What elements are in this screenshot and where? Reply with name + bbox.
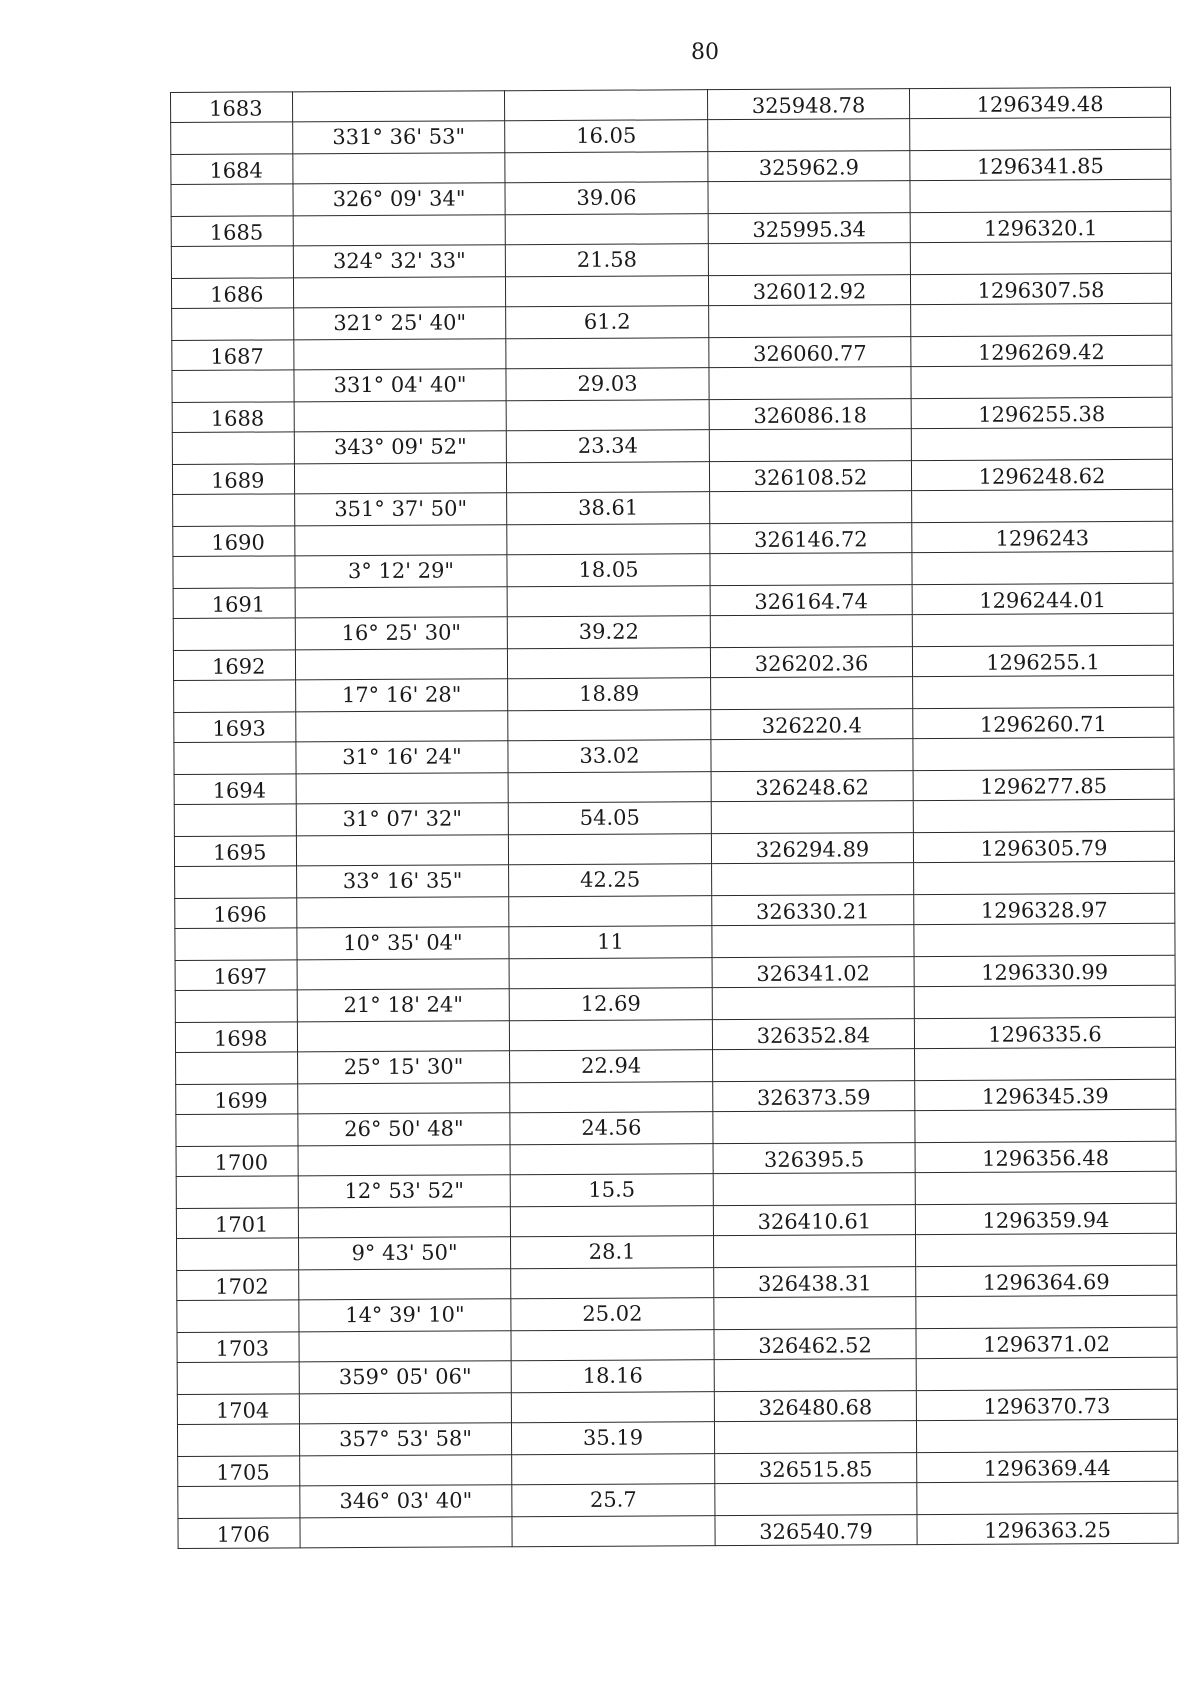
distance-cell: 25.7 bbox=[512, 1484, 715, 1517]
x-coordinate-cell: 326515.85 bbox=[715, 1453, 917, 1484]
bearing-cell bbox=[293, 277, 505, 308]
x-coordinate-cell: 326294.89 bbox=[711, 833, 913, 864]
distance-cell: 24.56 bbox=[510, 1112, 713, 1145]
point-number-cell bbox=[174, 680, 296, 713]
bearing-cell: 351° 37' 50" bbox=[295, 493, 507, 526]
y-coordinate-cell: 1296335.6 bbox=[914, 1017, 1175, 1048]
distance-cell bbox=[505, 152, 708, 183]
bearing-row bbox=[171, 241, 1171, 278]
point-row bbox=[172, 397, 1172, 432]
bearing-cell bbox=[295, 525, 507, 556]
y-coordinate-cell bbox=[915, 1047, 1176, 1080]
distance-cell bbox=[512, 1454, 715, 1485]
point-number-cell bbox=[171, 246, 293, 279]
distance-cell bbox=[505, 276, 708, 307]
distance-cell bbox=[512, 1516, 715, 1547]
x-coordinate-cell bbox=[712, 925, 914, 958]
y-coordinate-cell bbox=[910, 117, 1171, 150]
point-number-cell bbox=[174, 742, 296, 775]
bearing-row bbox=[178, 1481, 1178, 1518]
bearing-cell: 324° 32' 33" bbox=[293, 245, 505, 278]
bearing-cell: 33° 16' 35" bbox=[297, 865, 509, 898]
distance-cell: 39.06 bbox=[505, 182, 708, 215]
y-coordinate-cell bbox=[910, 179, 1171, 212]
x-coordinate-cell bbox=[709, 305, 911, 338]
point-number-cell: 1688 bbox=[172, 402, 294, 433]
distance-cell: 15.5 bbox=[510, 1174, 713, 1207]
bearing-cell: 3° 12' 29" bbox=[295, 555, 507, 588]
x-coordinate-cell: 326540.79 bbox=[715, 1515, 917, 1546]
y-coordinate-cell: 1296255.1 bbox=[912, 645, 1173, 676]
bearing-cell bbox=[295, 587, 507, 618]
point-row bbox=[177, 1265, 1177, 1300]
bearing-cell: 10° 35' 04" bbox=[297, 927, 509, 960]
y-coordinate-cell: 1296277.85 bbox=[913, 769, 1174, 800]
x-coordinate-cell: 326395.5 bbox=[713, 1143, 915, 1174]
bearing-cell: 346° 03' 40" bbox=[300, 1485, 512, 1518]
x-coordinate-cell bbox=[708, 119, 910, 152]
x-coordinate-cell bbox=[715, 1483, 917, 1516]
distance-cell bbox=[511, 1330, 714, 1361]
point-number-cell: 1701 bbox=[176, 1208, 298, 1239]
bearing-row bbox=[171, 179, 1171, 216]
y-coordinate-cell bbox=[916, 1357, 1177, 1390]
x-coordinate-cell bbox=[708, 243, 910, 276]
bearing-cell bbox=[297, 897, 509, 928]
y-coordinate-cell bbox=[911, 303, 1172, 336]
y-coordinate-cell: 1296345.39 bbox=[915, 1079, 1176, 1110]
point-number-cell: 1702 bbox=[177, 1270, 299, 1301]
point-number-cell bbox=[175, 990, 297, 1023]
x-coordinate-cell: 326248.62 bbox=[711, 771, 913, 802]
point-number-cell bbox=[173, 494, 295, 527]
bearing-cell: 359° 05' 06" bbox=[299, 1361, 511, 1394]
point-number-cell: 1684 bbox=[171, 154, 293, 185]
x-coordinate-cell bbox=[711, 677, 913, 710]
bearing-row bbox=[175, 923, 1175, 960]
point-number-cell bbox=[172, 432, 294, 465]
distance-cell: 23.34 bbox=[506, 430, 709, 463]
y-coordinate-cell bbox=[914, 861, 1175, 894]
distance-cell bbox=[509, 896, 712, 927]
point-number-cell: 1699 bbox=[176, 1084, 298, 1115]
bearing-cell bbox=[296, 711, 508, 742]
x-coordinate-cell: 326352.84 bbox=[712, 1019, 914, 1050]
bearing-row bbox=[174, 737, 1174, 774]
bearing-row bbox=[174, 799, 1174, 836]
point-row bbox=[178, 1451, 1178, 1486]
bearing-row bbox=[177, 1419, 1177, 1456]
distance-cell bbox=[507, 648, 710, 679]
distance-cell bbox=[506, 462, 709, 493]
point-number-cell: 1705 bbox=[178, 1456, 300, 1487]
y-coordinate-cell: 1296269.42 bbox=[911, 335, 1172, 366]
bearing-cell: 21° 18' 24" bbox=[297, 989, 509, 1022]
y-coordinate-cell bbox=[916, 1295, 1177, 1328]
y-coordinate-cell: 1296363.25 bbox=[917, 1513, 1178, 1544]
y-coordinate-cell: 1296370.73 bbox=[916, 1389, 1177, 1420]
point-number-cell bbox=[172, 308, 294, 341]
x-coordinate-cell: 325962.9 bbox=[708, 151, 910, 182]
bearing-row bbox=[172, 365, 1172, 402]
distance-cell: 39.22 bbox=[507, 616, 710, 649]
y-coordinate-cell bbox=[912, 551, 1173, 584]
y-coordinate-cell: 1296243 bbox=[912, 521, 1173, 552]
x-coordinate-cell: 326373.59 bbox=[713, 1081, 915, 1112]
y-coordinate-cell bbox=[914, 985, 1175, 1018]
bearing-cell bbox=[299, 1331, 511, 1362]
point-number-cell: 1703 bbox=[177, 1332, 299, 1363]
point-row bbox=[171, 149, 1171, 184]
x-coordinate-cell bbox=[714, 1297, 916, 1330]
y-coordinate-cell: 1296305.79 bbox=[913, 831, 1174, 862]
point-number-cell bbox=[175, 866, 297, 899]
x-coordinate-cell bbox=[709, 367, 911, 400]
y-coordinate-cell bbox=[911, 427, 1172, 460]
distance-cell: 18.89 bbox=[508, 678, 711, 711]
bearing-cell bbox=[294, 339, 506, 370]
bearing-cell bbox=[300, 1455, 512, 1486]
point-number-cell: 1683 bbox=[171, 92, 293, 123]
point-number-cell bbox=[177, 1300, 299, 1333]
x-coordinate-cell: 326410.61 bbox=[713, 1205, 915, 1236]
point-number-cell bbox=[176, 1176, 298, 1209]
y-coordinate-cell: 1296255.38 bbox=[911, 397, 1172, 428]
x-coordinate-cell: 326012.92 bbox=[708, 275, 910, 306]
distance-cell: 21.58 bbox=[505, 244, 708, 277]
bearing-row bbox=[177, 1233, 1177, 1270]
point-number-cell: 1691 bbox=[173, 588, 295, 619]
point-row bbox=[171, 211, 1171, 246]
point-number-cell bbox=[174, 804, 296, 837]
bearing-cell bbox=[293, 153, 505, 184]
y-coordinate-cell bbox=[913, 799, 1174, 832]
x-coordinate-cell bbox=[713, 1235, 915, 1268]
point-number-cell: 1685 bbox=[171, 216, 293, 247]
point-number-cell: 1687 bbox=[172, 340, 294, 371]
bearing-row bbox=[172, 303, 1172, 340]
point-row bbox=[174, 769, 1174, 804]
point-row bbox=[176, 1141, 1176, 1176]
distance-cell: 16.05 bbox=[505, 120, 708, 153]
bearing-cell: 31° 16' 24" bbox=[296, 741, 508, 774]
x-coordinate-cell bbox=[708, 181, 910, 214]
point-row bbox=[177, 1389, 1177, 1424]
bearing-cell bbox=[293, 215, 505, 246]
bearing-row bbox=[176, 1109, 1176, 1146]
bearing-cell: 26° 50' 48" bbox=[298, 1113, 510, 1146]
distance-cell bbox=[511, 1268, 714, 1299]
y-coordinate-cell: 1296359.94 bbox=[915, 1203, 1176, 1234]
point-row bbox=[174, 831, 1174, 866]
point-number-cell: 1700 bbox=[176, 1146, 298, 1177]
bearing-row bbox=[173, 489, 1173, 526]
y-coordinate-cell bbox=[913, 675, 1174, 708]
bearing-cell: 331° 36' 53" bbox=[293, 121, 505, 154]
point-number-cell: 1694 bbox=[174, 774, 296, 805]
y-coordinate-cell bbox=[912, 489, 1173, 522]
point-number-cell: 1686 bbox=[171, 278, 293, 309]
x-coordinate-cell: 326462.52 bbox=[714, 1329, 916, 1360]
distance-cell: 61.2 bbox=[506, 306, 709, 339]
distance-cell bbox=[507, 586, 710, 617]
y-coordinate-cell: 1296260.71 bbox=[913, 707, 1174, 738]
point-number-cell bbox=[178, 1486, 300, 1519]
y-coordinate-cell: 1296320.1 bbox=[910, 211, 1171, 242]
distance-cell bbox=[509, 1020, 712, 1051]
coordinates-table bbox=[170, 87, 1179, 1549]
bearing-row bbox=[176, 1171, 1176, 1208]
y-coordinate-cell: 1296341.85 bbox=[910, 149, 1171, 180]
point-number-cell bbox=[173, 618, 295, 651]
x-coordinate-cell: 326086.18 bbox=[709, 399, 911, 430]
distance-cell: 35.19 bbox=[511, 1422, 714, 1455]
bearing-cell bbox=[298, 1207, 510, 1238]
point-row bbox=[176, 1079, 1176, 1114]
x-coordinate-cell bbox=[709, 429, 911, 462]
point-number-cell: 1706 bbox=[178, 1518, 300, 1549]
distance-cell: 28.1 bbox=[510, 1236, 713, 1269]
y-coordinate-cell: 1296307.58 bbox=[910, 273, 1171, 304]
bearing-cell bbox=[297, 959, 509, 990]
x-coordinate-cell: 325995.34 bbox=[708, 213, 910, 244]
x-coordinate-cell: 326108.52 bbox=[709, 461, 911, 492]
x-coordinate-cell bbox=[714, 1359, 916, 1392]
x-coordinate-cell: 326330.21 bbox=[712, 895, 914, 926]
point-row bbox=[175, 955, 1175, 990]
distance-cell bbox=[507, 524, 710, 555]
y-coordinate-cell bbox=[915, 1233, 1176, 1266]
x-coordinate-cell: 326164.74 bbox=[710, 585, 912, 616]
point-row bbox=[173, 583, 1173, 618]
bearing-row bbox=[177, 1357, 1177, 1394]
point-row bbox=[176, 1203, 1176, 1238]
x-coordinate-cell: 325948.78 bbox=[707, 89, 909, 120]
y-coordinate-cell bbox=[912, 613, 1173, 646]
point-number-cell: 1696 bbox=[175, 898, 297, 929]
y-coordinate-cell: 1296369.44 bbox=[917, 1451, 1178, 1482]
distance-cell: 22.94 bbox=[510, 1050, 713, 1083]
y-coordinate-cell bbox=[910, 241, 1171, 274]
point-row bbox=[171, 273, 1171, 308]
point-row bbox=[175, 893, 1175, 928]
bearing-row bbox=[173, 613, 1173, 650]
point-number-cell bbox=[177, 1362, 299, 1395]
distance-cell bbox=[504, 90, 707, 121]
point-row bbox=[175, 1017, 1175, 1052]
distance-cell: 29.03 bbox=[506, 368, 709, 401]
y-coordinate-cell bbox=[915, 1109, 1176, 1142]
x-coordinate-cell: 326202.36 bbox=[710, 647, 912, 678]
coordinates-table-body bbox=[171, 87, 1179, 1548]
y-coordinate-cell bbox=[916, 1419, 1177, 1452]
point-number-cell bbox=[177, 1424, 299, 1457]
point-number-cell: 1704 bbox=[177, 1394, 299, 1425]
x-coordinate-cell bbox=[714, 1421, 916, 1454]
x-coordinate-cell: 326220.4 bbox=[711, 709, 913, 740]
x-coordinate-cell: 326341.02 bbox=[712, 957, 914, 988]
distance-cell: 18.16 bbox=[511, 1360, 714, 1393]
x-coordinate-cell bbox=[713, 1173, 915, 1206]
x-coordinate-cell: 326146.72 bbox=[710, 523, 912, 554]
point-number-cell bbox=[171, 122, 293, 155]
point-number-cell bbox=[177, 1238, 299, 1271]
bearing-row bbox=[177, 1295, 1177, 1332]
bearing-cell bbox=[298, 1083, 510, 1114]
x-coordinate-cell bbox=[710, 615, 912, 648]
bearing-row bbox=[175, 861, 1175, 898]
point-number-cell: 1690 bbox=[173, 526, 295, 557]
bearing-cell bbox=[294, 463, 506, 494]
bearing-cell: 16° 25' 30" bbox=[295, 617, 507, 650]
x-coordinate-cell bbox=[713, 1049, 915, 1082]
bearing-cell: 343° 09' 52" bbox=[294, 431, 506, 464]
y-coordinate-cell: 1296328.97 bbox=[914, 893, 1175, 924]
bearing-cell bbox=[299, 1393, 511, 1424]
x-coordinate-cell bbox=[711, 739, 913, 772]
bearing-cell: 31° 07' 32" bbox=[296, 803, 508, 836]
bearing-row bbox=[176, 1047, 1176, 1084]
point-number-cell bbox=[173, 556, 295, 589]
distance-cell: 11 bbox=[509, 926, 712, 959]
x-coordinate-cell bbox=[710, 553, 912, 586]
distance-cell bbox=[508, 772, 711, 803]
bearing-cell: 331° 04' 40" bbox=[294, 369, 506, 402]
point-row bbox=[174, 707, 1174, 742]
x-coordinate-cell bbox=[713, 1111, 915, 1144]
x-coordinate-cell bbox=[712, 863, 914, 896]
y-coordinate-cell: 1296248.62 bbox=[911, 459, 1172, 490]
x-coordinate-cell bbox=[711, 801, 913, 834]
point-number-cell: 1695 bbox=[174, 836, 296, 867]
y-coordinate-cell: 1296364.69 bbox=[916, 1265, 1177, 1296]
distance-cell: 38.61 bbox=[507, 492, 710, 525]
distance-cell: 33.02 bbox=[508, 740, 711, 773]
y-coordinate-cell: 1296356.48 bbox=[915, 1141, 1176, 1172]
bearing-row bbox=[172, 427, 1172, 464]
bearing-cell bbox=[297, 1021, 509, 1052]
bearing-row bbox=[174, 675, 1174, 712]
bearing-row bbox=[175, 985, 1175, 1022]
point-number-cell: 1692 bbox=[173, 650, 295, 681]
bearing-row bbox=[173, 551, 1173, 588]
distance-cell bbox=[505, 214, 708, 245]
distance-cell: 18.05 bbox=[507, 554, 710, 587]
bearing-cell bbox=[300, 1517, 512, 1548]
bearing-cell bbox=[299, 1269, 511, 1300]
y-coordinate-cell bbox=[913, 737, 1174, 770]
distance-cell: 54.05 bbox=[508, 802, 711, 835]
x-coordinate-cell bbox=[712, 987, 914, 1020]
point-number-cell: 1697 bbox=[175, 960, 297, 991]
bearing-cell bbox=[293, 91, 505, 122]
point-row bbox=[172, 459, 1172, 494]
point-row bbox=[172, 335, 1172, 370]
y-coordinate-cell: 1296349.48 bbox=[909, 87, 1170, 118]
point-row bbox=[173, 521, 1173, 556]
x-coordinate-cell: 326438.31 bbox=[714, 1267, 916, 1298]
point-row bbox=[171, 87, 1171, 122]
y-coordinate-cell bbox=[915, 1171, 1176, 1204]
bearing-cell: 9° 43' 50" bbox=[299, 1237, 511, 1270]
point-row bbox=[177, 1327, 1177, 1362]
point-number-cell bbox=[172, 370, 294, 403]
bearing-cell bbox=[295, 649, 507, 680]
point-row bbox=[178, 1513, 1178, 1548]
distance-cell bbox=[508, 710, 711, 741]
y-coordinate-cell bbox=[914, 923, 1175, 956]
distance-cell: 42.25 bbox=[509, 864, 712, 897]
bearing-cell: 326° 09' 34" bbox=[293, 183, 505, 216]
x-coordinate-cell: 326060.77 bbox=[709, 337, 911, 368]
bearing-cell: 12° 53' 52" bbox=[298, 1175, 510, 1208]
point-number-cell: 1698 bbox=[175, 1022, 297, 1053]
x-coordinate-cell: 326480.68 bbox=[714, 1391, 916, 1422]
bearing-cell: 14° 39' 10" bbox=[299, 1299, 511, 1332]
bearing-cell: 357° 53' 58" bbox=[299, 1423, 511, 1456]
distance-cell bbox=[511, 1392, 714, 1423]
distance-cell bbox=[510, 1206, 713, 1237]
bearing-cell bbox=[296, 773, 508, 804]
bearing-cell: 25° 15' 30" bbox=[298, 1051, 510, 1084]
distance-cell bbox=[508, 834, 711, 865]
bearing-cell bbox=[296, 835, 508, 866]
distance-cell: 12.69 bbox=[509, 988, 712, 1021]
bearing-cell bbox=[298, 1145, 510, 1176]
distance-cell bbox=[509, 958, 712, 989]
y-coordinate-cell: 1296244.01 bbox=[912, 583, 1173, 614]
distance-cell bbox=[510, 1082, 713, 1113]
distance-cell bbox=[506, 400, 709, 431]
bearing-cell: 17° 16' 28" bbox=[296, 679, 508, 712]
distance-cell bbox=[506, 338, 709, 369]
x-coordinate-cell bbox=[710, 491, 912, 524]
y-coordinate-cell: 1296330.99 bbox=[914, 955, 1175, 986]
point-number-cell bbox=[171, 184, 293, 217]
page-number: 80 bbox=[691, 40, 719, 65]
point-number-cell bbox=[176, 1052, 298, 1085]
point-number-cell bbox=[175, 928, 297, 961]
bearing-cell bbox=[294, 401, 506, 432]
distance-cell bbox=[510, 1144, 713, 1175]
distance-cell: 25.02 bbox=[511, 1298, 714, 1331]
bearing-row bbox=[171, 117, 1171, 154]
bearing-cell: 321° 25' 40" bbox=[294, 307, 506, 340]
y-coordinate-cell bbox=[917, 1481, 1178, 1514]
y-coordinate-cell bbox=[911, 365, 1172, 398]
y-coordinate-cell: 1296371.02 bbox=[916, 1327, 1177, 1358]
point-number-cell: 1693 bbox=[174, 712, 296, 743]
point-row bbox=[173, 645, 1173, 680]
point-number-cell: 1689 bbox=[172, 464, 294, 495]
point-number-cell bbox=[176, 1114, 298, 1147]
